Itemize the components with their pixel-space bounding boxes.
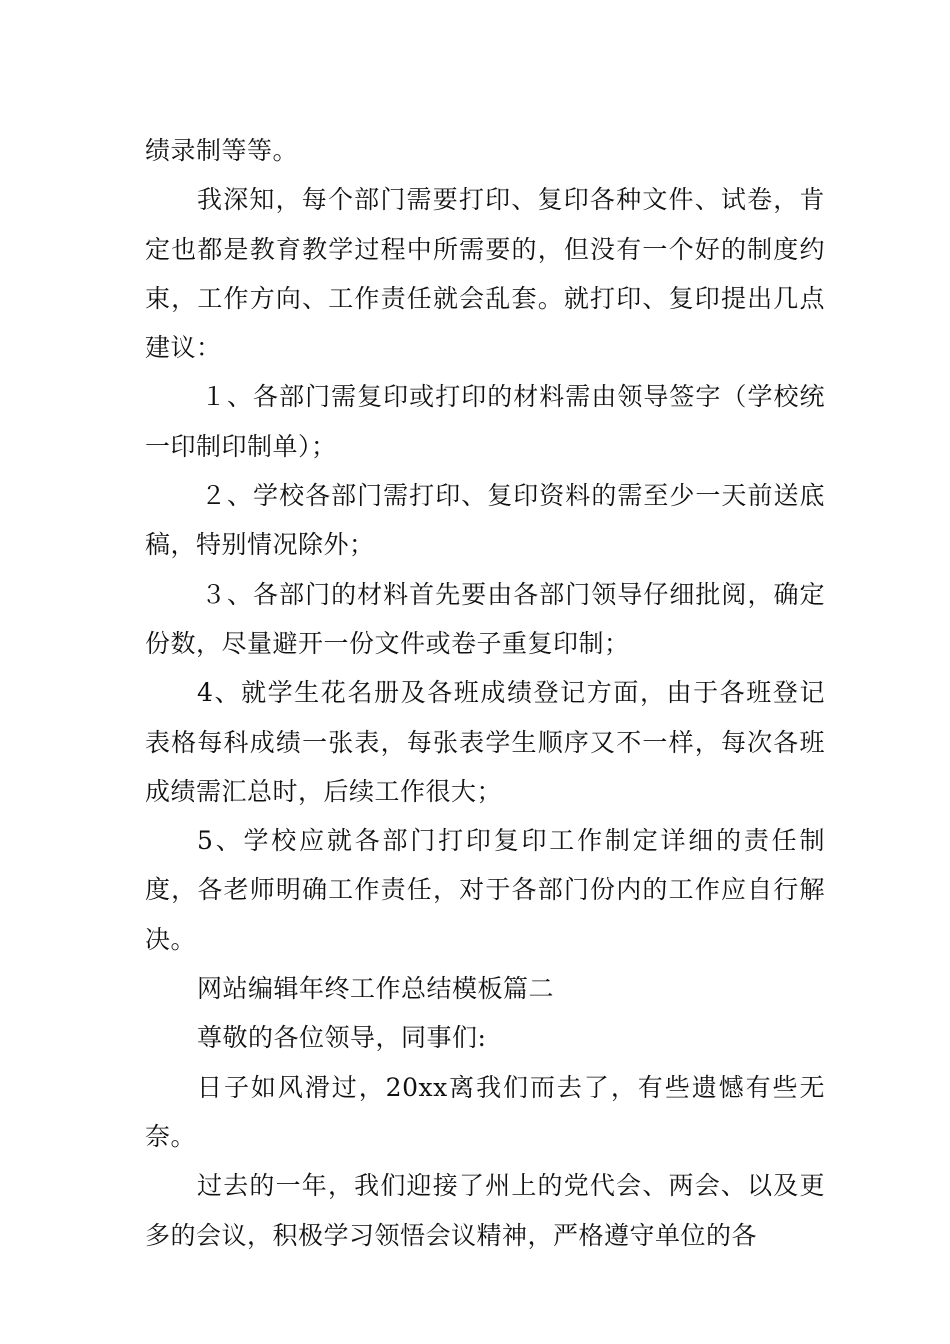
section-heading: 网站编辑年终工作总结模板篇二	[197, 974, 555, 1004]
paragraph-past-year: 过去的一年，我们迎接了州上的党代会、两会、以及更多的会议，积极学习领悟会议精神，严格遵守单位的各	[145, 1171, 825, 1250]
greeting: 尊敬的各位领导，同事们:	[197, 1023, 487, 1053]
suggestion-item-2: ２、学校各部门需打印、复印资料的需至少一天前送底稿，特别情况除外；	[145, 481, 825, 560]
suggestion-item-3: ３、各部门的材料首先要由各部门领导仔细批阅，确定份数，尽量避开一份文件或卷子重复印制；	[145, 579, 825, 658]
suggestion-item-5: 5、学校应就各部门打印复印工作制定详细的责任制度，各老师明确工作责任，对于各部门份内的工作应自行解决。	[145, 826, 825, 954]
paragraph-intro: 我深知，每个部门需要打印、复印各种文件、试卷，肯定也都是教育教学过程中所需要的，但没有一个好的制度约束，工作方向、工作责任就会乱套。就打印、复印提出几点建议：	[145, 185, 825, 363]
paragraph-opening: 日子如风滑过，20xx离我们而去了，有些遗憾有些无奈。	[145, 1072, 825, 1151]
paragraph-continuation: 绩录制等等。	[145, 136, 299, 165]
document-body	[145, 126, 825, 1260]
suggestion-item-4: 4、就学生花名册及各班成绩登记方面，由于各班登记表格每科成绩一张表，每张表学生顺序又不一样，每次各班成绩需汇总时，后续工作很大；	[145, 678, 825, 806]
suggestion-item-1: １、各部门需复印或打印的材料需由领导签字（学校统一印制印制单）；	[145, 382, 825, 461]
